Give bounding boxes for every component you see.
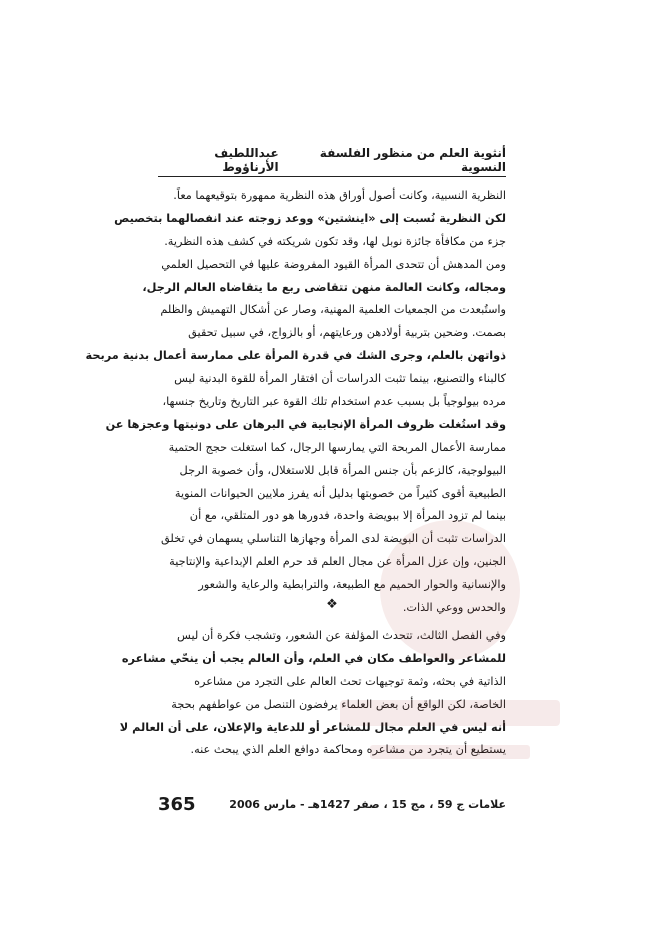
paragraph1-line: الجنين، وإن عزل المرأة عن مجال العلم قد حرم العلم الإبداعية والإنتاجية	[169, 555, 506, 569]
paragraph1-line: ذواتهن بالعلم، وجرى الشك في قدرة المرأة على ممارسة أعمال بدنية مربحة	[85, 349, 506, 363]
paragraph1-line: مرده بيولوجياً بل بسبب عدم استخدام تلك القوة عبر التاريخ وتاريخ جنسها،	[162, 395, 506, 409]
paragraph1-line: ومجاله، وكانت العالمة منهن تتقاضى ربع ما يتقاضاه العالم الرجل،	[142, 280, 506, 294]
paragraph1-line: جزء من مكافأة جائزة نوبل لها، وقد تكون شريكته في كشف هذه النظرية.	[164, 234, 506, 248]
paragraph1-line: والإنسانية والحوار الحميم مع الطبيعة، والترابطية والرعاية والشعور	[198, 578, 506, 592]
author-name: عبداللطيف الأرناؤوط	[214, 146, 279, 174]
article-title: أنثوية العلم من منظور الفلسفة النسوية	[319, 146, 506, 174]
running-header	[158, 146, 506, 174]
paragraph2-line: للمشاعر والعواطف مكان في العلم، وأن العالم يجب أن ينحّي مشاعره	[121, 651, 506, 665]
paragraph1-line: كالبناء والتصنيع، بينما تثبت الدراسات أن افتقار المرأة للقوة البدنية ليس	[174, 372, 506, 386]
paragraph2-line: وفي الفصل الثالث، تتحدث المؤلفة عن الشعور، وتشجب فكرة أن ليس	[177, 629, 506, 642]
paragraph1-line: ومن المدهش أن تتحدى المرأة القيود المفروضة عليها في التحصيل العلمي	[161, 257, 506, 271]
paragraph1-line: النظرية النسبية، وكانت أصول أوراق هذه النظرية ممهورة بتوقيعهما معاً.	[173, 189, 506, 202]
paragraph1-line: بصمت. وضحين بتربية أولادهن ورعايتهم، أو بالزواج، في سبيل تحقيق	[188, 326, 506, 340]
paragraph1-line: واستُبعدت من الجمعيات العلمية المهنية، وصار عن أشكال التهميش والظلم	[160, 303, 506, 317]
paragraph1-line: البيولوجية، كالزعم بأن جنس المرأة قابل للاستغلال، وأن خصوبة الرجل	[179, 463, 506, 477]
body-paragraph-1	[85, 185, 506, 620]
paragraph1-line: الطبيعية أقوى كثيراً من خصوبتها بدليل أنه يفرز ملايين الحيوانات المنوية	[174, 486, 506, 500]
paragraph2-line: الذاتية في بحثه، وثمة توجيهات تحث العالم على التجرد من مشاعره	[194, 674, 506, 688]
paragraph1-line: ممارسة الأعمال المربحة التي يمارسها الرجال، كما استغلت حجج الحتمية	[168, 440, 506, 454]
paragraph2-line: أنه ليس في العلم مجال للمشاعر أو للدعاية والإعلان، على أن العالم لا	[119, 720, 506, 734]
paragraph1-line: والحدس ووعي الذات.	[402, 601, 506, 615]
page-number: 365	[158, 793, 196, 815]
journal-citation: علامات ج 59 ، مج 15 ، صفر 1427هـ - مارس 2006	[229, 797, 506, 811]
header-divider	[158, 176, 506, 177]
paragraph2-line: يستطيع أن يتجرد من مشاعره ومحاكمة دوافع العلم الذي يبحث عنه.	[190, 743, 506, 757]
section-ornament: ❖	[326, 597, 338, 612]
paragraph1-line: بينما لم تزود المرأة إلا ببويضة واحدة، فدورها هو دور المتلقي، مع أن	[189, 509, 506, 523]
paragraph1-line: وقد استُغلت ظروف المرأة الإنجابية في البرهان على دونيتها وعجزها عن	[105, 417, 506, 431]
body-paragraph-2	[119, 625, 506, 762]
paragraph1-line: لكن النظرية نُسبت إلى «اينشتين» ووعد زوجته عند انفصالهما بتخصيص	[114, 211, 506, 225]
paragraph1-line: الدراسات تثبت أن البويضة لدى المرأة وجهازها التناسلي يسهمان في تخلق	[160, 532, 506, 546]
paragraph2-line: الخاصة، لكن الواقع أن بعض العلماء يرفضون التنصل من عواطفهم بحجة	[171, 697, 506, 711]
page-footer	[158, 792, 506, 816]
